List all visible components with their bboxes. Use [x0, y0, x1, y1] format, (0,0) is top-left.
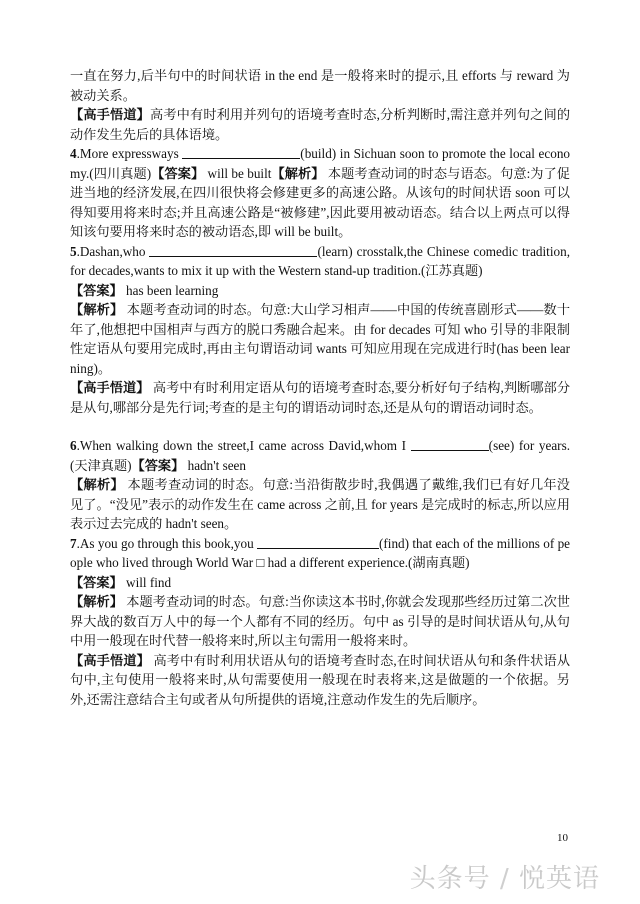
watermark [410, 858, 600, 895]
question-7-answer [70, 573, 570, 593]
answer-text: will find [122, 574, 172, 590]
question-number: 4 [70, 146, 77, 161]
question-number: 5 [70, 243, 77, 259]
answer-blank [149, 243, 317, 257]
tip-text: 高考中有时利用状语从句的语境考查时态,在时间状语从句和条件状语从句中,主句使用一般将来时,从句需要使用一般现在时表将来,这是做题的一个依据。另外,还需注意结合主句或者从句所提供的语境,注意动作发生的先后顺序。 [70, 652, 571, 707]
question-number: 7 [70, 535, 77, 551]
page-number: 10 [557, 832, 568, 844]
analysis-text: 本题考查动词的时态。句意:当沿街散步时,我偶遇了戴维,我们已有好几年没见了。“没见”表示的动作发生在 came across 之前,且 for years 是完成时的标志,所以应用表示过去完成的 hadn't seen。 [70, 477, 570, 531]
question-5-tip [70, 378, 570, 417]
question-7: 7.As you go through this book,you (find) that each of the millions of people who lived through World War □ had a different experience.(湖南真题) [70, 535, 571, 570]
tip-tag: 【高手悟道】 [70, 652, 150, 668]
question-5: 5.Dashan,who (learn) crosstalk,the Chinese comedic tradition,for decades,wants to mix it up with the Western stand-up tradition.(江苏真题) [70, 243, 570, 278]
question-7-analysis [70, 592, 570, 651]
question-6-analysis [70, 475, 570, 534]
paragraph-intro-tip: 【高手悟道】高考中有时利用并列句的语境考查时态,分析判断时,需注意并列句之间的动作发生先后的具体语境。 [70, 107, 571, 142]
answer-blank [411, 437, 489, 451]
question-5-analysis [70, 300, 570, 378]
answer-text: hadn't seen [184, 457, 246, 473]
answer-tag: 【答案】 [70, 574, 123, 590]
question-5-answer [70, 281, 570, 301]
analysis-text: 本题考查动词的时态。句意:当你读这本书时,你就会发现那些经历过第二次世界大战的数百万人中的每一个人都有不同的经历。句中 as 引导的是时间状语从句,从句中用一般现在时代替一般将来时,所以主句需用一般将来时。 [70, 594, 570, 648]
watermark-source: 头条号 [409, 864, 491, 894]
answer-blank [182, 145, 300, 159]
answer-tag: 【答案】 [70, 282, 123, 298]
answer-text: has been learning [122, 282, 219, 298]
watermark-author: 悦英语 [518, 864, 600, 894]
tip-text: 高考中有时利用定语从句的语境考查时态,要分析好句子结构,判断哪部分是从句,哪部分是先行词;考查的是主句的谓语动词时态,还是从句的谓语动词时态。 [70, 380, 571, 415]
answer-tag: 【答案】 [151, 165, 205, 181]
analysis-text: 本题考查动词的时态。句意:大山学习相声——中国的传统喜剧形式——数十年了,他想把中国相声与西方的脱口秀融合起来。由 for decades 可知 who 引导的非限制性定语从句要用完成时,再由主句谓语动词 wants 可知应用现在完成进行时(has been learning)。 [70, 302, 571, 376]
analysis-text: 本题考查动词的时态与语态。句意:为了促进当地的经济发展,在四川很快将会修建更多的高速公路。从该句的时间状语 soon 可以得知要用将来时态;并且高速公路是“被修建”,因此要用被动语态。结合以上两点可以得知该句要用将来时态的被动语态,即 will be built。 [70, 165, 570, 239]
analysis-tag: 【解析】 [70, 302, 124, 317]
analysis-tag: 【解析】 [70, 594, 123, 609]
answer-blank [257, 535, 379, 549]
tip-tag: 【高手悟道】 [70, 380, 150, 395]
analysis-tag: 【解析】 [70, 477, 124, 492]
question-6: 6.When walking down the street,I came across David,whom I (see) for years.(天津真题)【答案】 hadn't seen [70, 438, 571, 473]
analysis-tag: 【解析】 [271, 165, 325, 181]
answer-text: will be built [204, 165, 272, 181]
tip-tag: 【高手悟道】 [70, 107, 150, 122]
watermark-slash: / [490, 864, 519, 894]
paragraph-intro: 一直在努力,后半句中的时间状语 in the end 是一般将来时的提示,且 efforts 与 reward 为被动关系。 [70, 68, 570, 103]
question-4: 4.More expressways (build) in Sichuan soon to promote the local economy.(四川真题)【答案】 will be built【解析】 本题考查动词的时态与语态。句意:为了促进当地的经济发展,在四川很快将会修建更多的高速公路。从该句的时间状语 soon 可以得知要用将来时态;并且高速公路是“被修建”,因此要用被动语态。结合以上两点可以得知该句要用将来时态的被动语态,即 will be built。 [70, 146, 571, 239]
question-number: 6 [70, 438, 77, 453]
answer-tag: 【答案】 [131, 457, 185, 473]
question-7-tip [70, 651, 570, 710]
document-page [70, 66, 570, 709]
